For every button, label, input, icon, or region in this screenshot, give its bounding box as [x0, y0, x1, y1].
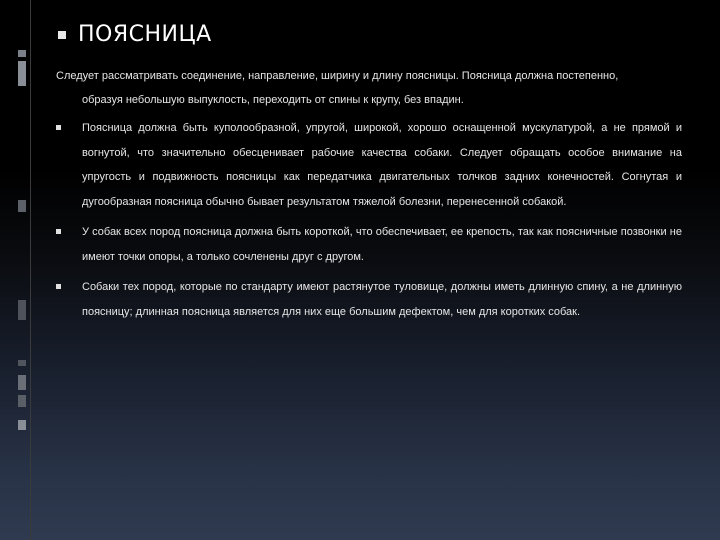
decorative-bar — [18, 61, 26, 86]
decorative-bar — [18, 300, 26, 320]
slide-title: ПОЯСНИЦА — [78, 22, 212, 47]
intro-line-1: Следует рассматривать соединение, направление, ширину и длину поясницы. Поясница должна постепенно, — [56, 70, 619, 82]
decorative-bar — [18, 375, 26, 390]
decorative-bar — [18, 420, 26, 430]
decorative-bar — [18, 200, 26, 212]
slide-body — [56, 64, 682, 330]
decorative-bar — [18, 50, 26, 57]
square-bullet-icon — [56, 229, 61, 234]
bullet-text: Поясница должна быть куполообразной, упругой, широкой, хорошо оснащенной мускулатурой, а не прямой и вогнутой, что значительно обесценивает рабочие качества собаки. Следует обращать особое внимание на упругость и подвижность поясницы как передатчика двигательных толчков задних конечностей. Согнутая и дугообразная поясница обычно бывает результатом тяжелой болезни, перенесенной собакой. — [82, 122, 682, 208]
intro-paragraph — [56, 64, 682, 112]
intro-line-2: образуя небольшую выпуклость, переходить от спины к крупу, без впадин. — [82, 94, 464, 106]
title-row — [58, 22, 212, 47]
bullet-item — [56, 220, 682, 269]
bullet-text: Собаки тех пород, которые по стандарту имеют растянутое туловище, должны иметь длинную спину, а не длинную поясницу; длинная поясница является для них еще большим дефектом, чем для коротких собак. — [82, 281, 682, 318]
square-bullet-icon — [58, 31, 66, 39]
left-border-line — [30, 0, 31, 540]
square-bullet-icon — [56, 125, 61, 130]
square-bullet-icon — [56, 284, 61, 289]
bullet-item — [56, 275, 682, 324]
decorative-bar — [18, 395, 26, 407]
bullet-text: У собак всех пород поясница должна быть короткой, что обеспечивает, ее крепость, так как поясничные позвонки не имеют точки опоры, а только сочленены друг с другом. — [82, 226, 682, 263]
decorative-bar — [18, 360, 26, 366]
bullet-item — [56, 116, 682, 214]
